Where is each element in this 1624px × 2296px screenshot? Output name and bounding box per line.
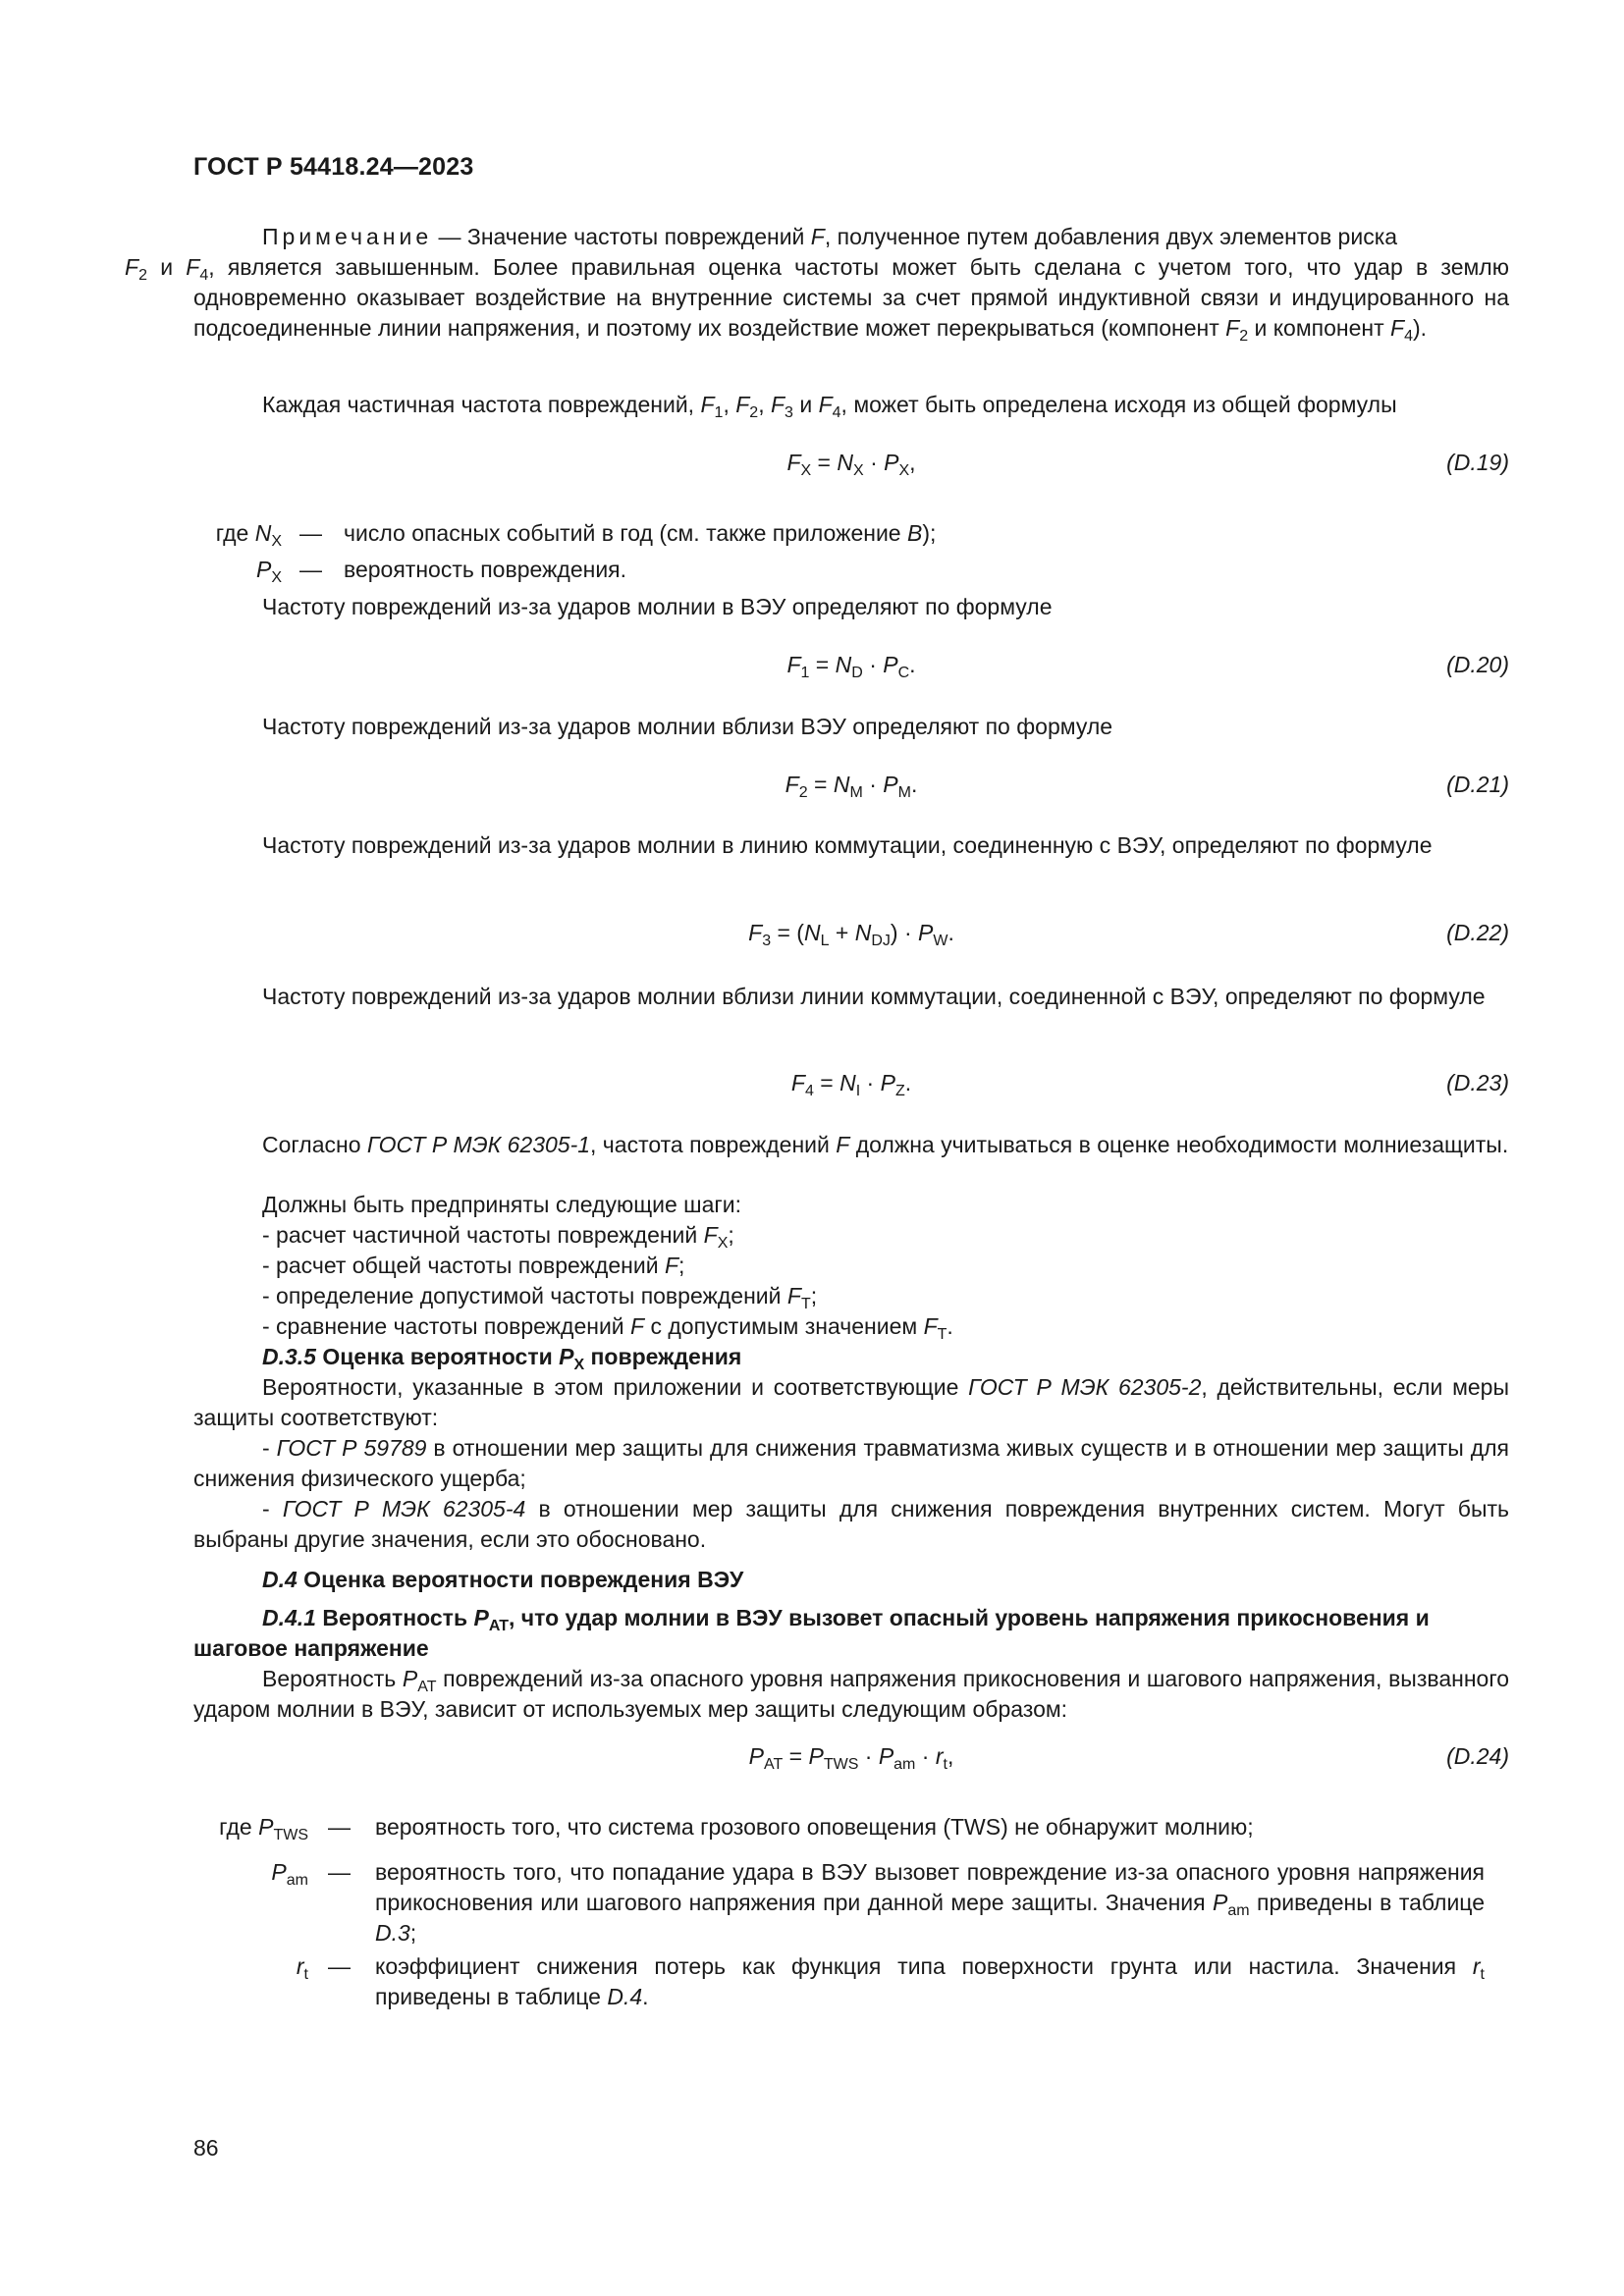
paragraph-f1: Частоту повреждений из-за ударов молнии в ВЭУ определяют по формуле — [262, 594, 1053, 619]
list-item: - расчет частичной частоты повреждений $F_X$; — [262, 1222, 734, 1252]
equation-d19 — [193, 450, 1509, 483]
where-dash: — — [299, 557, 322, 582]
note-label: Примечание — [262, 224, 433, 249]
where-def-ptws: вероятность того, что система грозового оповещения (TWS) не обнаружит молнию; — [375, 1814, 1254, 1840]
where-def-pam: вероятность того, что попадание удара в ВЭУ вызовет повреждение из-за опасного уровня напряжения прикосновения или шагового напряжения при данной мере защиты. Значения $P_{am}$ приведены в таблице D.3; — [375, 1859, 1485, 1946]
equation-number: (D.24) — [1446, 1743, 1509, 1769]
equation-formula: $F_4 = N_I \cdot P_Z$. — [790, 1070, 912, 1099]
equation-d23 — [193, 1070, 1509, 1103]
where-term-nx: где $N_X$ — [215, 520, 282, 550]
equation-number: (D.19) — [1446, 450, 1509, 475]
where-dash: — — [328, 1814, 351, 1840]
where-term-px: $P_X$ — [255, 557, 282, 586]
where-dash: — — [328, 1953, 351, 1979]
page-number: 86 — [193, 2135, 219, 2161]
equation-d20 — [193, 652, 1509, 685]
equation-formula: $P_{AT} = P_{TWS} \cdot P_{am} \cdot r_t$, — [748, 1743, 954, 1773]
equation-formula: $F_3 = (N_L + N_{DJ}) \cdot P_W$. — [748, 920, 954, 949]
equation-number: (D.21) — [1446, 772, 1509, 797]
paragraph-iec-62305-1: Согласно ГОСТ Р МЭК 62305-1, частота повреждений F должна учитываться в оценке необходимости молниезащиты. — [262, 1132, 1509, 1157]
equation-d22 — [193, 920, 1509, 953]
paragraph-f3: Частоту повреждений из-за ударов молнии в линию коммутации, соединенную с ВЭУ, определяют по формуле — [262, 832, 1433, 858]
paragraph-pat: Вероятность $P_{AT}$ повреждений из-за опасного уровня напряжения прикосновения и шагового напряжения, вызванного ударом молнии в ВЭУ, зависит от используемых мер защиты следующим образом: — [193, 1666, 1509, 1722]
steps-list — [262, 1190, 1509, 1372]
equation-number: (D.23) — [1446, 1070, 1509, 1095]
where-def-px: вероятность повреждения. — [344, 557, 627, 582]
where-dash: — — [299, 520, 322, 546]
where-def-nx: число опасных событий в год (см. также приложение B); — [344, 520, 937, 546]
where-list-2 — [0, 1812, 1624, 2048]
where-dash: — — [328, 1859, 351, 1885]
where-term-ptws: где $P_{TWS}$ — [219, 1814, 308, 1843]
paragraph-partial-frequency: Каждая частичная частота повреждений, $F_1$, $F_2$, $F_3$ и $F_4$, может быть определена исходя из общей формулы — [262, 392, 1397, 421]
where-term-pam: $P_{am}$ — [271, 1859, 308, 1889]
equation-number: (D.22) — [1446, 920, 1509, 945]
note-paragraph: Примечание — Значение частоты повреждений F, полученное путем добавления двух элементов риска $F_2$ и $F_4$, является завышенным. Более правильная оценка частоты может быть сделана с учетом того, что удар в землю одновременно оказывает воздействие на внутренние системы за счет прямой индуктивной связи и индуцированного на подсоединенные линии напряжения, и поэтому их воздействие может перекрываться (компонент $F_2$ и компонент $F_4$). — [125, 224, 1509, 345]
bullet-iec-62305-4: - ГОСТ Р МЭК 62305-4 в отношении мер защиты для снижения повреждения внутренних систем. Могут быть выбраны другие значения, если это обосновано. — [193, 1496, 1509, 1552]
where-def-rt: коэффициент снижения потерь как функция типа поверхности грунта или настила. Значения $r_t$ приведены в таблице D.4. — [375, 1953, 1485, 2009]
bullet-gost-59789: - ГОСТ Р 59789 в отношении мер защиты для снижения травматизма живых существ и в отношении мер защиты для снижения физического ущерба; — [193, 1435, 1509, 1491]
equation-formula: $F_1 = N_D \cdot P_C$. — [786, 652, 916, 681]
list-item: - определение допустимой частоты повреждений $F_T$; — [262, 1283, 818, 1312]
equation-d21 — [193, 772, 1509, 805]
equation-number: (D.20) — [1446, 652, 1509, 677]
section-heading-d335: D.3.5 Оценка вероятности $P_X$ повреждения — [262, 1344, 742, 1373]
list-item: - расчет общей частоты повреждений F; — [262, 1253, 685, 1278]
equation-formula: $F_X = N_X \cdot P_X$, — [786, 450, 916, 479]
document-header: ГОСТ Р 54418.24—2023 — [193, 153, 474, 181]
list-item: - сравнение частоты повреждений F с допустимым значением $F_T$. — [262, 1313, 953, 1343]
paragraph-f4: Частоту повреждений из-за ударов молнии вблизи линии коммутации, соединенной с ВЭУ, определяют по формуле — [262, 984, 1486, 1009]
paragraph-probabilities: Вероятности, указанные в этом приложении и соответствующие ГОСТ Р МЭК 62305-2, действительны, если меры защиты соответствуют: — [193, 1374, 1509, 1430]
equation-d24 — [193, 1743, 1509, 1777]
paragraph-f2: Частоту повреждений из-за ударов молнии вблизи ВЭУ определяют по формуле — [262, 714, 1113, 739]
where-term-rt: $r_t$ — [296, 1953, 308, 1983]
steps-intro: Должны быть предприняты следующие шаги: — [262, 1192, 742, 1217]
section-heading-d4: D.4 Оценка вероятности повреждения ВЭУ — [262, 1567, 744, 1592]
where-list-1 — [0, 518, 1624, 587]
section-heading-d41: D.4.1 Вероятность $P_{AT}$, что удар молнии в ВЭУ вызовет опасный уровень напряжения прикосновения и шаговое напряжение — [193, 1605, 1430, 1661]
equation-formula: $F_2 = N_M \cdot P_M$. — [785, 772, 918, 801]
